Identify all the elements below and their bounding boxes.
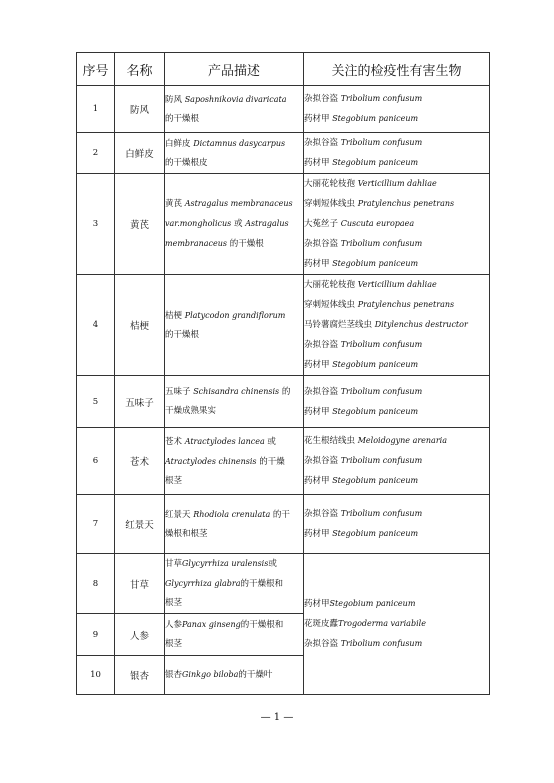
text-line	[304, 174, 489, 194]
text-line	[165, 326, 303, 345]
chinese-text: 杂拟谷盗	[304, 639, 341, 649]
latin-name: Stegobium paniceum	[332, 360, 419, 369]
chinese-text: 红景天	[165, 509, 194, 520]
pest-list	[304, 428, 490, 495]
row-number: 9	[77, 614, 115, 656]
text-line	[304, 382, 489, 402]
chinese-text: 杂拟谷盗	[304, 138, 341, 148]
chinese-text: 的干燥叶	[238, 670, 273, 680]
text-line	[165, 154, 303, 173]
text-line	[165, 110, 303, 129]
text-line	[304, 594, 489, 614]
latin-name: Tribolium confusum	[340, 639, 423, 648]
header-no: 序号	[77, 53, 115, 86]
text-line	[165, 306, 303, 326]
chinese-text: 根茎	[165, 639, 183, 649]
product-name: 五味子	[115, 376, 165, 428]
latin-name: Rhodiola crenulata	[193, 509, 271, 519]
text-line	[304, 234, 489, 254]
product-description	[165, 495, 304, 554]
row-number: 6	[77, 428, 115, 495]
text-line	[165, 214, 303, 234]
chinese-text: 白鲜皮	[165, 138, 194, 149]
chinese-text: 防风	[165, 94, 185, 105]
text-line	[304, 335, 489, 355]
pest-list	[304, 174, 490, 275]
text-line	[165, 505, 303, 525]
product-name: 防风	[115, 86, 165, 133]
chinese-text: 五味子	[165, 387, 194, 397]
chinese-text: 甘草	[165, 559, 183, 569]
header-desc: 产品描述	[165, 53, 304, 86]
product-description	[165, 656, 304, 695]
text-line	[304, 109, 489, 129]
latin-name: Cuscuta europaea	[340, 219, 415, 228]
chinese-text: 的干燥根和	[240, 620, 284, 630]
product-name: 桔梗	[115, 275, 165, 376]
row-number: 4	[77, 275, 115, 376]
table-row	[77, 495, 490, 554]
chinese-text: 桔梗	[165, 310, 185, 321]
chinese-text: 穿刺短体线虫	[304, 199, 358, 209]
text-line	[304, 275, 489, 295]
text-line	[304, 451, 489, 471]
text-line	[304, 254, 489, 274]
text-line	[165, 525, 303, 544]
latin-name: Tribolium confusum	[340, 509, 423, 518]
latin-name: Platycodon grandiflorum	[184, 310, 286, 320]
table-row	[77, 174, 490, 275]
latin-name: Stegobium paniceum	[332, 476, 419, 485]
text-line	[304, 504, 489, 524]
chinese-text: 穿刺短体线虫	[304, 300, 358, 310]
chinese-text: 的干燥根	[165, 113, 200, 124]
chinese-text: 苍术	[165, 436, 185, 447]
chinese-text: 药材甲	[304, 259, 333, 269]
row-number: 2	[77, 133, 115, 174]
chinese-text: 大菟丝子	[304, 219, 341, 229]
table-row	[77, 133, 490, 174]
latin-name: Tribolium confusum	[340, 94, 423, 103]
chinese-text: 杂拟谷盗	[304, 456, 341, 466]
text-line	[165, 432, 303, 452]
latin-name: Trogoderma variabile	[338, 619, 426, 628]
text-line	[165, 90, 303, 110]
row-number: 1	[77, 86, 115, 133]
chinese-text: 燥根和根茎	[165, 528, 208, 539]
product-description	[165, 133, 304, 174]
row-number: 7	[77, 495, 115, 554]
pest-list	[304, 275, 490, 376]
text-line	[165, 194, 303, 214]
chinese-text: 的干燥根和	[240, 579, 284, 589]
latin-name: Pratylenchus penetrans	[357, 199, 455, 208]
latin-name: Schisandra chinensis	[193, 387, 280, 396]
table-row	[77, 275, 490, 376]
product-name: 银杏	[115, 656, 165, 695]
text-line	[304, 614, 489, 634]
chinese-text: 的干燥根	[227, 239, 264, 249]
latin-name: Stegobium paniceum	[332, 406, 419, 416]
text-line	[304, 295, 489, 315]
text-line	[304, 402, 489, 422]
chinese-text: 杂拟谷盗	[304, 509, 341, 519]
latin-name: Verticillium dahliae	[357, 179, 437, 188]
row-number: 5	[77, 376, 115, 428]
text-line	[165, 402, 303, 421]
chinese-text: 大丽花轮枝孢	[304, 280, 358, 290]
text-line	[165, 594, 303, 613]
latin-name: Stegobium paniceum	[332, 529, 419, 538]
latin-name: Glycyrrhiza uralensis	[182, 559, 269, 568]
chinese-text: 根茎	[165, 475, 183, 486]
chinese-text: 杂拟谷盗	[304, 340, 341, 350]
product-description	[165, 614, 304, 656]
chinese-text: 干燥成熟果实	[165, 406, 217, 416]
text-line	[304, 194, 489, 214]
chinese-text: 药材甲	[304, 406, 333, 417]
text-line	[165, 382, 303, 402]
text-line	[165, 472, 303, 491]
text-line	[165, 134, 303, 154]
text-line	[165, 635, 303, 654]
latin-name: Ginkgo biloba	[182, 670, 239, 679]
text-line	[304, 524, 489, 544]
latin-name: Meloidogyne arenaria	[357, 436, 447, 445]
product-description	[165, 428, 304, 495]
latin-name: Glycyrrhiza glabra	[165, 579, 241, 588]
pest-list	[304, 86, 490, 133]
chinese-text: 或	[264, 436, 276, 447]
header-pests: 关注的检疫性有害生物	[304, 53, 490, 86]
text-line	[165, 665, 303, 685]
latin-name: Tribolium confusum	[340, 456, 423, 465]
latin-name: Stegobium paniceum	[332, 158, 419, 167]
latin-name: Verticillium dahliae	[357, 280, 437, 289]
product-description	[165, 376, 304, 428]
latin-name: Atractylodes lancea	[184, 436, 265, 446]
text-line	[304, 133, 489, 153]
chinese-text: 药材甲	[304, 360, 333, 370]
table-header-row	[77, 53, 490, 86]
product-name: 白鲜皮	[115, 133, 165, 174]
chinese-text: 药材甲	[304, 529, 333, 539]
product-description	[165, 275, 304, 376]
latin-name: Atractylodes chinensis	[165, 456, 257, 466]
chinese-text: 的干燥	[256, 456, 285, 467]
latin-name: Stegobium paniceum	[329, 599, 416, 608]
text-line	[304, 431, 489, 451]
pest-list	[304, 376, 490, 428]
product-description	[165, 86, 304, 133]
text-line	[165, 234, 303, 254]
latin-name: Stegobium paniceum	[332, 114, 419, 123]
table-row	[77, 86, 490, 133]
text-line	[304, 153, 489, 173]
product-name: 红景天	[115, 495, 165, 554]
chinese-text: 马铃薯腐烂茎线虫	[304, 320, 375, 330]
latin-name: Tribolium confusum	[340, 386, 423, 396]
latin-name: Tribolium confusum	[340, 138, 423, 147]
chinese-text: 杂拟谷盗	[304, 94, 341, 104]
latin-name: Panax ginseng	[182, 620, 241, 629]
header-name: 名称	[115, 53, 165, 86]
text-line	[304, 89, 489, 109]
chinese-text: 黄芪	[165, 199, 185, 209]
text-line	[165, 574, 303, 594]
chinese-text: 或	[268, 559, 277, 569]
latin-name: var.	[165, 219, 180, 228]
chinese-text: 根茎	[165, 598, 183, 608]
chinese-text: 药材甲	[304, 476, 333, 486]
product-name: 黄芪	[115, 174, 165, 275]
text-line	[304, 315, 489, 335]
table-row	[77, 428, 490, 495]
chinese-text: 的干	[270, 509, 290, 520]
chinese-text: 杂拟谷盗	[304, 386, 341, 397]
pest-list	[304, 133, 490, 174]
chinese-text: 杂拟谷盗	[304, 239, 341, 249]
product-description	[165, 174, 304, 275]
product-description	[165, 554, 304, 614]
quarantine-table	[76, 52, 490, 695]
latin-name: Tribolium confusum	[340, 239, 423, 248]
chinese-text: 的干燥根皮	[165, 157, 208, 168]
text-line	[304, 471, 489, 491]
latin-name: Stegobium paniceum	[332, 259, 419, 268]
text-line	[165, 615, 303, 635]
product-name: 苍术	[115, 428, 165, 495]
chinese-text: 花生根结线虫	[304, 436, 358, 446]
row-number: 3	[77, 174, 115, 275]
latin-name: Pratylenchus penetrans	[357, 300, 455, 309]
latin-name: Astragalus membranaceus	[184, 199, 293, 208]
chinese-text: 银杏	[165, 670, 183, 680]
chinese-text: 大丽花轮枝孢	[304, 179, 358, 189]
latin-name: Dictamnus dasycarpus	[193, 138, 286, 148]
chinese-text: 的干燥根	[165, 329, 200, 340]
row-number: 10	[77, 656, 115, 695]
pest-list	[304, 495, 490, 554]
latin-name: Saposhnikovia divaricata	[184, 94, 287, 104]
text-line	[304, 634, 489, 654]
latin-name: Tribolium confusum	[340, 340, 423, 349]
page-number: — 1 —	[260, 712, 294, 723]
text-line	[165, 554, 303, 574]
table-row	[77, 554, 490, 614]
chinese-text: 的	[279, 387, 291, 397]
latin-name: mongholicus	[179, 219, 232, 228]
product-name: 甘草	[115, 554, 165, 614]
chinese-text: 人参	[165, 620, 183, 630]
chinese-text: 药材甲	[304, 599, 330, 609]
chinese-text: 或	[231, 219, 246, 229]
text-line	[304, 214, 489, 234]
table-row	[77, 376, 490, 428]
chinese-text: 药材甲	[304, 158, 333, 168]
latin-name: Ditylenchus destructor	[374, 320, 468, 329]
row-number: 8	[77, 554, 115, 614]
chinese-text: 药材甲	[304, 114, 333, 124]
text-line	[304, 355, 489, 375]
pest-list-merged	[304, 554, 490, 695]
latin-name: membranaceus	[165, 239, 228, 248]
text-line	[165, 452, 303, 472]
chinese-text: 花斑皮蠹	[304, 619, 339, 629]
latin-name: Astragalus	[245, 219, 289, 228]
product-name: 人参	[115, 614, 165, 656]
